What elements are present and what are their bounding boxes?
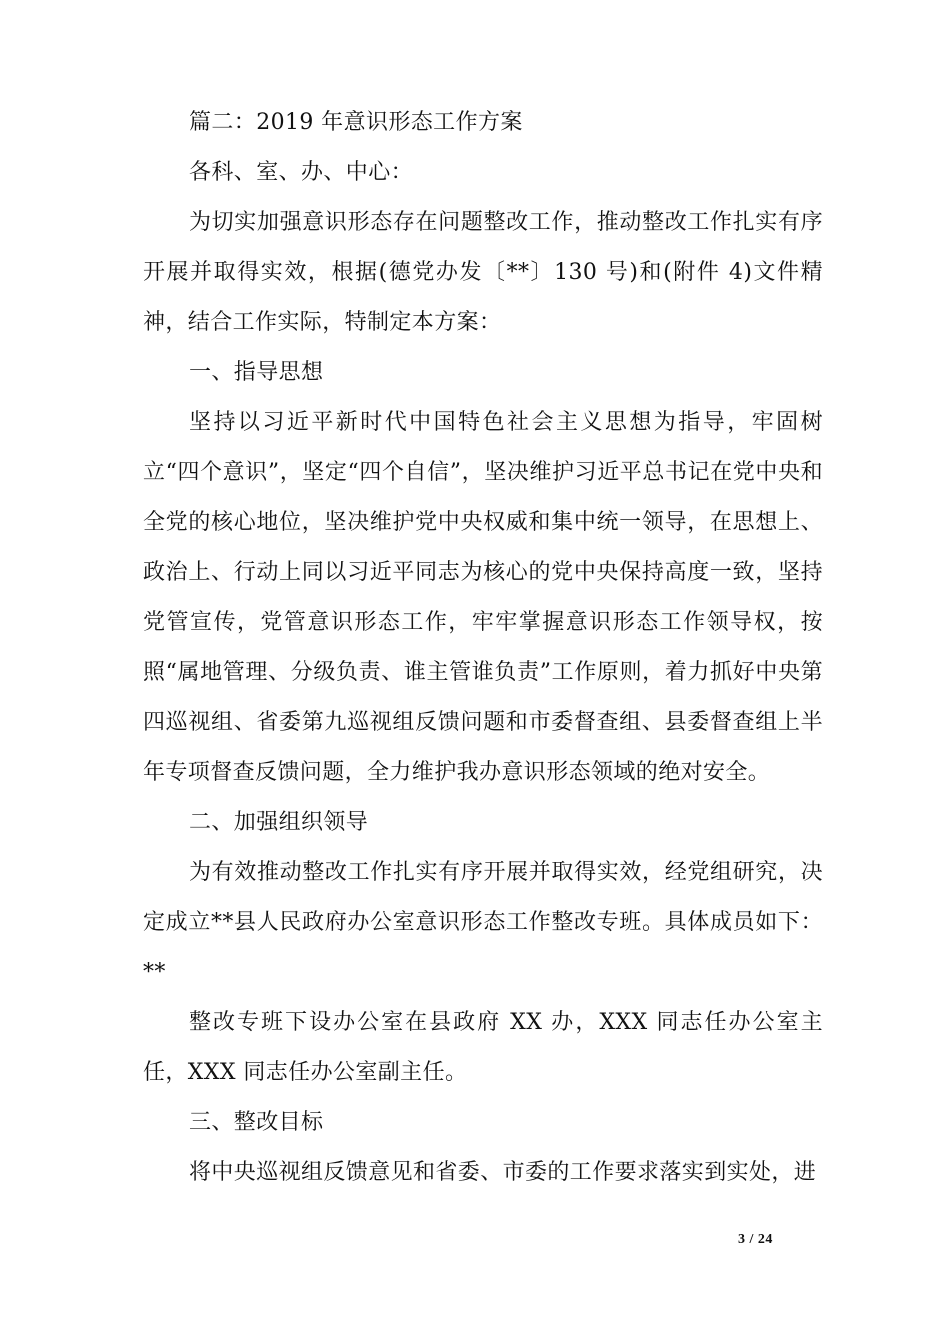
page-number: 3 / 24 [738,1232,773,1247]
office-paragraph: 整改专班下设办公室在县政府 XX 办，XXX 同志任办公室主任，XXX 同志任办公室副主任。 [143,1010,823,1085]
intro-paragraph: 为切实加强意识形态存在问题整改工作，推动整改工作扎实有序开展并取得实效，根据(德党办发〔**〕130 号)和(附件 4)文件精神，结合工作实际，特制定本方案： [143,210,823,335]
organization-paragraph: 为有效推动整改工作扎实有序开展并取得实效，经党组研究，决定成立**县人民政府办公室意识形态工作整改专班。具体成员如下：** [143,860,823,985]
section-title: 篇二：2019 年意识形态工作方案 [189,110,523,135]
document-body [143,98,823,1198]
heading-rectification-goals: 三、整改目标 [189,1110,324,1135]
heading-guiding-ideology: 一、指导思想 [189,360,324,385]
salutation: 各科、室、办、中心： [189,160,414,185]
goals-paragraph: 将中央巡视组反馈意见和省委、市委的工作要求落实到实处，进 [189,1160,817,1185]
guiding-ideology-paragraph: 坚持以习近平新时代中国特色社会主义思想为指导，牢固树立“四个意识”，坚定“四个自信”，坚决维护习近平总书记在党中央和全党的核心地位，坚决维护党中央权威和集中统一领导，在思想上、政治上、行动上同以习近平同志为核心的党中央保持高度一致，坚持党管宣传，党管意识形态工作，牢牢掌握意识形态工作领导权，按照“属地管理、分级负责、谁主管谁负责”工作原则，着力抓好中央第四巡视组、省委第九巡视组反馈问题和市委督查组、县委督查组上半年专项督查反馈问题，全力维护我办意识形态领域的绝对安全。 [143,410,823,785]
heading-organization-leadership: 二、加强组织领导 [189,810,369,835]
